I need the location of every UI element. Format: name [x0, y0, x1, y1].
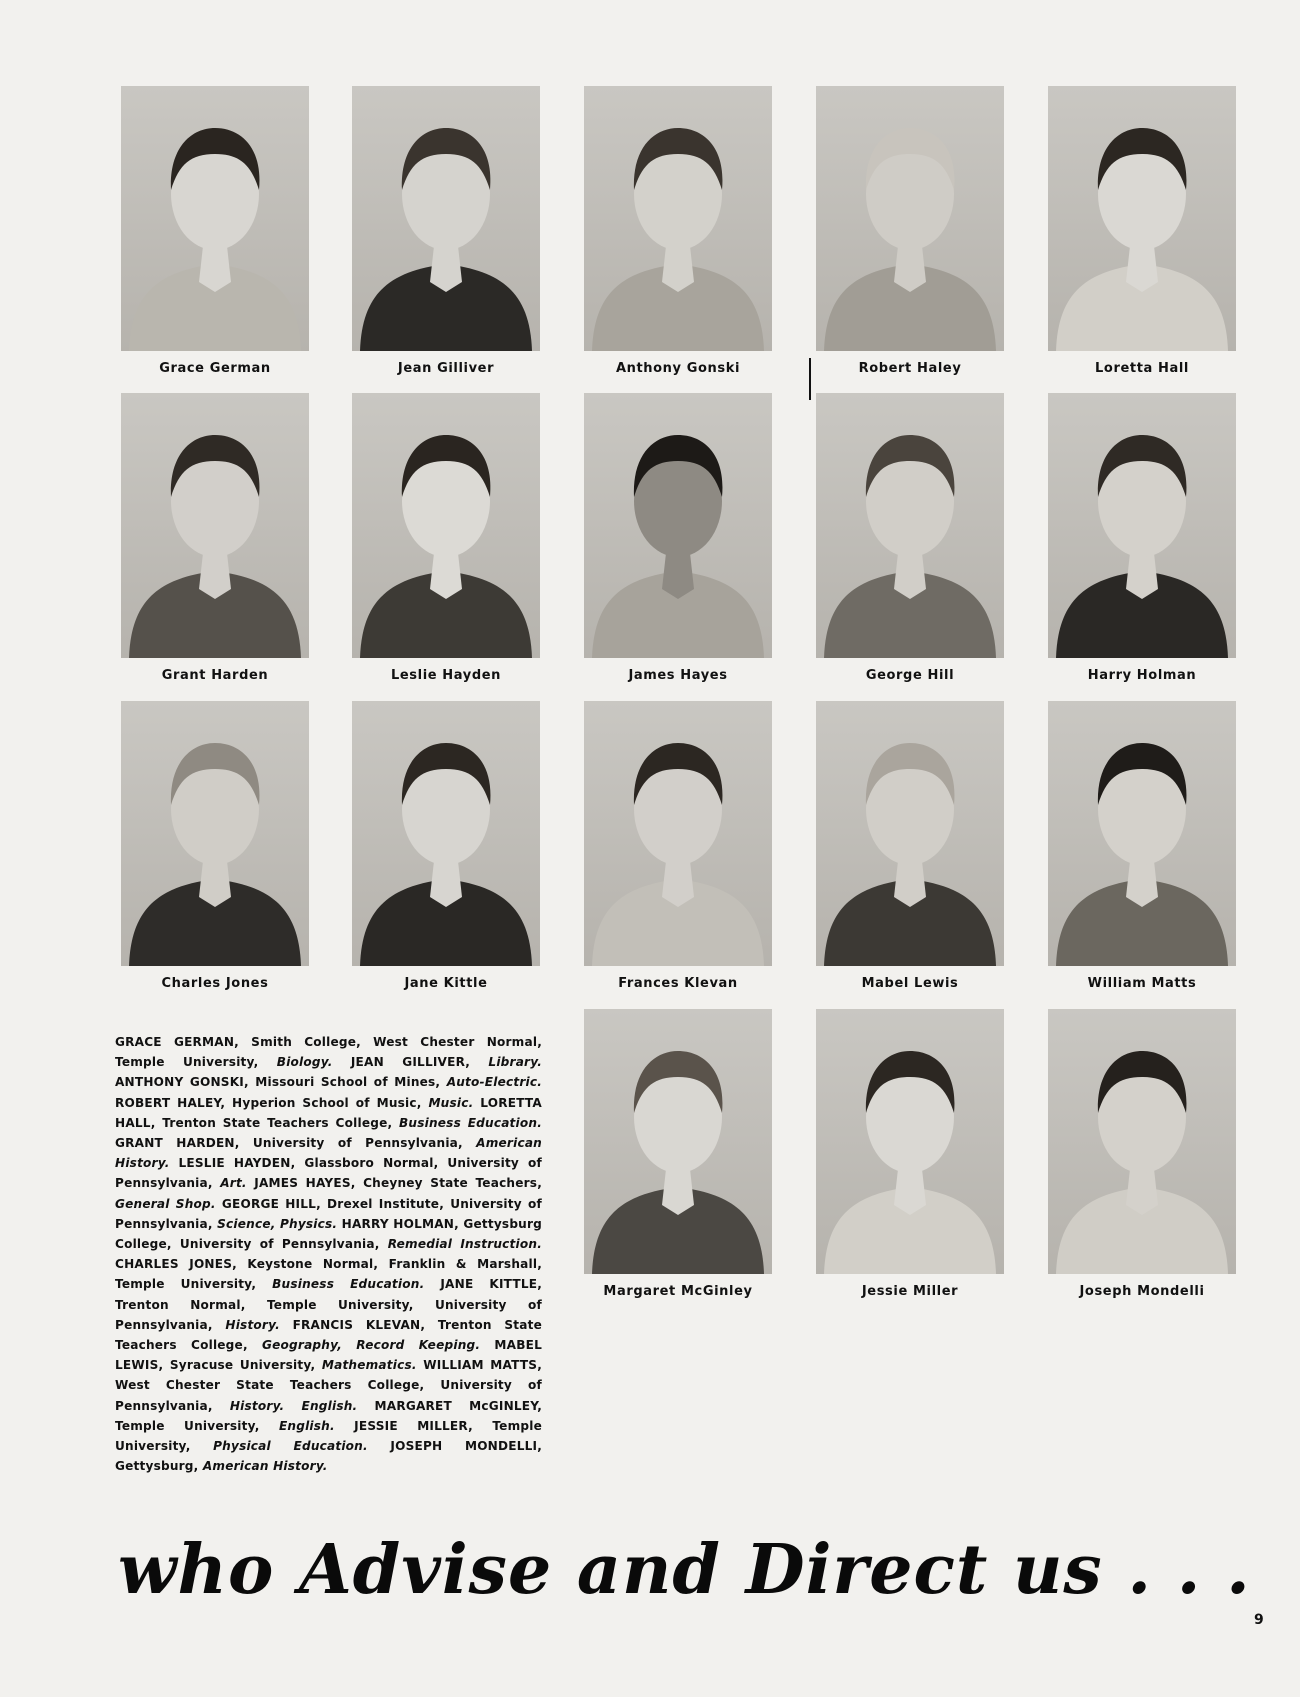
portrait-caption: James Hayes	[628, 668, 728, 683]
bio-subject: History. English.	[229, 1398, 358, 1413]
bio-credentials: LESLIE HAYDEN, Glassboro Normal, University of Pennsylvania,	[115, 1156, 542, 1191]
portrait-caption: Anthony Gonski	[615, 361, 741, 376]
portrait-silhouette	[1048, 701, 1236, 966]
bio-subject: Art.	[220, 1176, 247, 1191]
bio-subject: Business Education.	[272, 1277, 425, 1292]
portrait-caption: Jane Kittle	[404, 976, 488, 991]
portrait-caption: Frances Klevan	[618, 976, 738, 991]
portrait-silhouette	[121, 86, 309, 351]
portrait-photo	[1048, 86, 1236, 351]
portrait-caption: Charles Jones	[161, 976, 269, 991]
bio-credentials: HARRY HOLMAN, Gettysburg College, University of Pennsylvania,	[115, 1216, 543, 1252]
bio-subject: American History.	[115, 1136, 542, 1171]
faculty-credentials-paragraph	[115, 1032, 542, 1476]
bio-subject: Biology.	[276, 1055, 333, 1070]
bio-credentials: JAMES HAYES, Cheyney State Teachers,	[246, 1176, 543, 1191]
bio-credentials: JOSEPH MONDELLI, Gettysburg,	[115, 1439, 542, 1474]
portrait-photo	[584, 393, 772, 658]
bio-subject: Library.	[488, 1055, 542, 1070]
portrait-silhouette	[584, 701, 772, 966]
page-number: 9	[1254, 1612, 1264, 1628]
portrait-caption: Margaret McGinley	[603, 1284, 753, 1299]
bio-subject: English.	[278, 1418, 335, 1433]
portrait-silhouette	[121, 393, 309, 658]
portrait-caption: Grace German	[159, 361, 271, 376]
bio-credentials: LORETTA HALL, Trenton State Teachers College,	[115, 1095, 542, 1130]
bio-subject: Science, Physics.	[217, 1216, 338, 1231]
bio-credentials: CHARLES JONES, Keystone Normal, Franklin & Marshall, Temple University,	[115, 1257, 542, 1292]
bio-credentials: GRACE GERMAN, Smith College, West Chester Normal, Temple University,	[115, 1035, 542, 1070]
bio-credentials: GRANT HARDEN, University of Pennsylvania,	[115, 1136, 477, 1151]
margin-rule	[809, 358, 811, 400]
bio-subject: American History.	[202, 1459, 328, 1474]
portrait-silhouette	[584, 86, 772, 351]
portrait-photo	[816, 86, 1004, 351]
portrait-photo	[352, 701, 540, 966]
portrait-silhouette	[352, 86, 540, 351]
portrait-caption: George Hill	[865, 668, 955, 683]
portrait-caption: Joseph Mondelli	[1079, 1284, 1205, 1299]
portrait-silhouette	[352, 393, 540, 658]
portrait-photo	[584, 701, 772, 966]
bio-credentials: JEAN GILLIVER,	[332, 1055, 489, 1070]
bio-credentials: JANE KITTLE, Trenton Normal, Temple University, University of Pennsylvania,	[115, 1277, 542, 1332]
bio-subject: Business Education.	[399, 1115, 542, 1130]
portrait-photo	[352, 86, 540, 351]
portrait-photo	[584, 1009, 772, 1274]
portrait-caption: Leslie Hayden	[391, 668, 501, 683]
page-tagline: who Advise and Direct us . . .	[118, 1530, 1251, 1610]
bio-subject: Remedial Instruction.	[387, 1237, 542, 1252]
portrait-photo	[1048, 393, 1236, 658]
bio-subject: Physical Education.	[213, 1439, 368, 1454]
portrait-silhouette	[816, 393, 1004, 658]
portrait-silhouette	[816, 1009, 1004, 1274]
bio-subject: General Shop.	[115, 1196, 216, 1211]
portrait-photo	[1048, 1009, 1236, 1274]
bio-credentials: FRANCIS KLEVAN, Trenton State Teachers College,	[115, 1317, 543, 1353]
portrait-silhouette	[584, 393, 772, 658]
portrait-caption: Grant Harden	[161, 668, 269, 683]
bio-credentials: ANTHONY GONSKI, Missouri School of Mines,	[115, 1075, 447, 1090]
bio-credentials: JESSIE MILLER, Temple University,	[115, 1418, 542, 1454]
portrait-caption: Harry Holman	[1087, 668, 1197, 683]
bio-subject: Mathematics.	[321, 1358, 417, 1373]
portrait-caption: William Matts	[1087, 976, 1197, 991]
bio-subject: History.	[225, 1317, 280, 1332]
portrait-silhouette	[1048, 393, 1236, 658]
portrait-caption: Robert Haley	[858, 361, 962, 376]
bio-credentials: MARGARET McGINLEY, Temple University,	[115, 1398, 543, 1433]
bio-subject: Geography, Record Keeping.	[262, 1338, 481, 1353]
portrait-caption: Jean Gilliver	[397, 361, 495, 376]
portrait-silhouette	[352, 701, 540, 966]
portrait-photo	[816, 701, 1004, 966]
portrait-photo	[816, 1009, 1004, 1274]
portrait-silhouette	[816, 86, 1004, 351]
bio-subject: Auto-Electric.	[446, 1075, 542, 1090]
portrait-photo	[1048, 701, 1236, 966]
portrait-silhouette	[816, 701, 1004, 966]
bio-credentials: MABEL LEWIS, Syracuse University,	[115, 1338, 542, 1373]
portrait-caption: Mabel Lewis	[861, 976, 959, 991]
bio-credentials: WILLIAM MATTS, West Chester State Teachers College, University of Pennsylvania,	[115, 1358, 542, 1413]
portrait-photo	[121, 393, 309, 658]
portrait-silhouette	[1048, 1009, 1236, 1274]
bio-credentials: ROBERT HALEY, Hyperion School of Music,	[115, 1095, 429, 1110]
portrait-silhouette	[584, 1009, 772, 1274]
portrait-photo	[816, 393, 1004, 658]
portrait-photo	[121, 701, 309, 966]
bio-subject: Music.	[428, 1095, 474, 1110]
portrait-photo	[121, 86, 309, 351]
bio-credentials: GEORGE HILL, Drexel Institute, University of Pennsylvania,	[115, 1196, 542, 1231]
portrait-caption: Loretta Hall	[1095, 361, 1189, 376]
portrait-silhouette	[121, 701, 309, 966]
portrait-photo	[352, 393, 540, 658]
portrait-silhouette	[1048, 86, 1236, 351]
portrait-caption: Jessie Miller	[861, 1284, 959, 1299]
portrait-photo	[584, 86, 772, 351]
